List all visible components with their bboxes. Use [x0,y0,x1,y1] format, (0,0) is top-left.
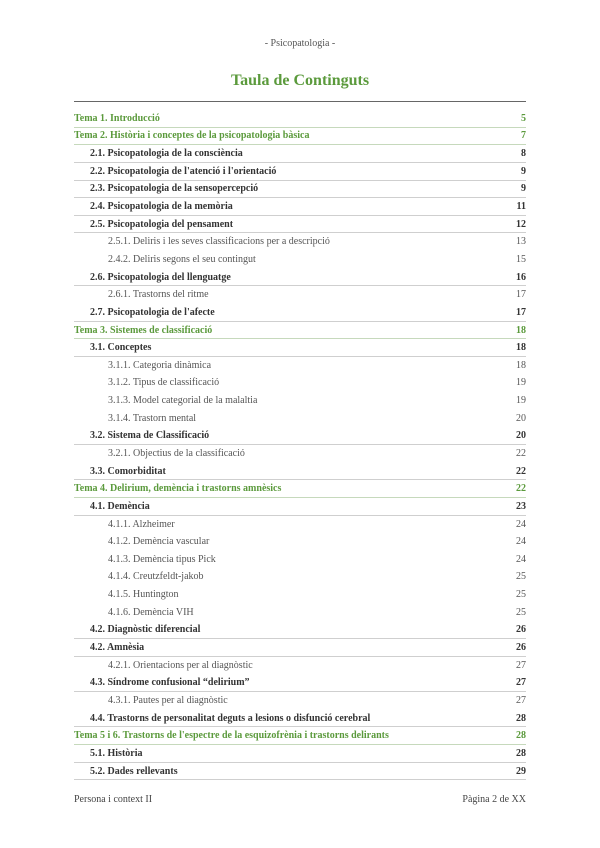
toc-entry[interactable] [74,410,526,428]
toc-entry-label[interactable]: 4.4. Trastorns de personalitat deguts a lesions o disfunció cerebral [90,712,371,724]
toc-entry-label[interactable]: 2.6.1. Trastorns del ritme [108,289,209,301]
toc-entry-page[interactable]: 19 [516,395,526,407]
toc-entry-page[interactable]: 7 [521,130,526,142]
toc-entry-page[interactable]: 27 [516,659,526,671]
toc-entry-page[interactable]: 20 [516,430,526,442]
toc-entry-page[interactable]: 15 [516,253,526,265]
toc-entry-label[interactable]: 4.2. Diagnòstic diferencial [90,624,201,636]
toc-entry[interactable] [74,339,526,357]
toc-entry[interactable] [74,480,526,498]
toc-entry[interactable] [74,745,526,763]
toc-entry-page[interactable]: 26 [516,642,526,654]
toc-entry[interactable] [74,710,526,728]
toc-entry[interactable] [74,428,526,446]
toc-entry-page[interactable]: 20 [516,412,526,424]
toc-entry-page[interactable]: 13 [516,236,526,248]
toc-entry-page[interactable]: 27 [516,694,526,706]
toc-entry[interactable] [74,357,526,375]
toc-entry-page[interactable]: 29 [516,765,526,777]
toc-entry-page[interactable]: 9 [521,183,526,195]
toc-entry[interactable] [74,181,526,199]
toc-entry-label[interactable]: 3.1.1. Categoria dinàmica [108,359,212,371]
toc-entry-label[interactable]: 3.2. Sistema de Classificació [90,430,210,442]
toc-entry[interactable] [74,763,526,781]
page-footer [74,794,526,805]
toc-entry-page[interactable]: 27 [516,677,526,689]
toc-entry-label[interactable]: 2.7. Psicopatologia de l'afecte [90,306,215,318]
toc-entry[interactable] [74,604,526,622]
toc-entry[interactable] [74,675,526,693]
toc-entry-label[interactable]: 2.1. Psicopatologia de la consciència [90,148,243,160]
toc-entry[interactable] [74,375,526,393]
toc-entry-page[interactable]: 25 [516,589,526,601]
toc-entry-page[interactable]: 11 [516,201,526,213]
toc-entry-page[interactable]: 17 [516,289,526,301]
toc-entry[interactable] [74,639,526,657]
toc-entry[interactable] [74,516,526,534]
toc-entry-page[interactable]: 23 [516,500,526,512]
toc-entry[interactable] [74,304,526,322]
toc-entry-page[interactable]: 25 [516,606,526,618]
toc-entry-page[interactable]: 18 [516,324,526,336]
toc-entry-label[interactable]: 4.1.3. Demència tipus Pick [108,553,216,565]
toc-entry-label[interactable]: 3.1.2. Tipus de classificació [108,377,220,389]
toc-entry-label[interactable]: 4.1.6. Demència VIH [108,606,194,618]
toc-entry-page[interactable]: 28 [516,730,526,742]
toc-entry[interactable] [74,727,526,745]
toc-entry-page[interactable]: 9 [521,165,526,177]
toc-entry[interactable] [74,551,526,569]
toc-entry-label[interactable]: 4.2.1. Orientacions per al diagnòstic [108,659,253,671]
toc-title: Taula de Continguts [230,72,370,89]
toc-entry-label[interactable]: 4.2. Amnèsia [90,642,145,654]
toc-entry-page[interactable]: 8 [521,148,526,160]
toc-entry-label[interactable]: Tema 1. Introducció [74,112,160,124]
toc-entry[interactable] [74,586,526,604]
toc-entry-page[interactable]: 22 [516,483,526,495]
toc-entry-label[interactable]: 4.1.4. Creutzfeldt-jakob [108,571,204,583]
toc-entry[interactable] [74,110,526,128]
toc-entry-label[interactable]: 2.6. Psicopatologia del llenguatge [90,271,231,283]
toc-entry-label[interactable]: 4.1. Demència [90,500,150,512]
toc-entry-label[interactable]: 2.4.2. Deliris segons el seu contingut [108,253,256,265]
toc-entry-page[interactable]: 24 [516,553,526,565]
toc-entry[interactable] [74,569,526,587]
footer-course-name: Persona i context II [74,794,153,805]
toc-entry[interactable] [74,163,526,181]
toc-entry-label[interactable]: 4.3. Síndrome confusional “delirium” [90,677,250,689]
toc-entry-page[interactable]: 22 [516,465,526,477]
toc-entry[interactable] [74,286,526,304]
toc-entry-label[interactable]: 3.1.3. Model categorial de la malaltia [108,395,258,407]
toc-entry[interactable] [74,657,526,675]
toc-entry[interactable] [74,498,526,516]
toc-entry-label[interactable]: 3.1. Conceptes [90,342,152,354]
toc-entry-label[interactable]: Tema 5 i 6. Trastorns de l'espectre de la esquizofrènia i trastorns delirants [74,730,389,742]
toc-entry-page[interactable]: 12 [516,218,526,230]
toc-entry-page[interactable]: 28 [516,712,526,724]
toc-entry-label[interactable]: 2.5.1. Deliris i les seves classificacions per a descripció [108,236,330,248]
toc-entry-page[interactable]: 28 [516,747,526,759]
toc-entry-label[interactable]: 5.2. Dades rellevants [90,765,178,777]
toc-entry[interactable] [74,251,526,269]
toc-entry-label[interactable]: 4.1.1. Alzheimer [108,518,175,530]
toc-entry-label[interactable]: 2.5. Psicopatologia del pensament [90,218,234,230]
toc-entry-label[interactable]: Tema 3. Sistemes de classificació [74,324,213,336]
toc-entry[interactable] [74,533,526,551]
toc-entry-page[interactable]: 17 [516,306,526,318]
toc-entry-label[interactable]: 2.2. Psicopatologia de l'atenció i l'orientació [90,165,277,177]
toc-entry[interactable] [74,322,526,340]
toc-entry[interactable] [74,216,526,234]
toc-entry[interactable] [74,463,526,481]
footer-page-number: Pàgina 2 de XX [462,794,526,805]
toc-entry[interactable] [74,128,526,146]
toc-entry-label[interactable]: 4.1.2. Demència vascular [108,536,210,548]
toc-entry-page[interactable]: 19 [516,377,526,389]
toc-entry-label[interactable]: Tema 4. Delirium, demència i trastorns amnèsics [74,483,282,495]
toc-entry[interactable] [74,445,526,463]
toc-entry[interactable] [74,392,526,410]
toc-entry-label[interactable]: 2.3. Psicopatologia de la sensopercepció [90,183,259,195]
toc-entry-label[interactable]: 3.1.4. Trastorn mental [108,412,197,424]
toc-entry-label[interactable]: Tema 2. Història i conceptes de la psicopatologia bàsica [74,130,310,142]
toc-entry[interactable] [74,692,526,710]
toc-entry-page[interactable]: 24 [516,518,526,530]
toc-entry-page[interactable]: 18 [516,342,526,354]
table-of-contents [74,110,526,780]
toc-entry-page[interactable]: 26 [516,624,526,636]
toc-entry[interactable] [74,198,526,216]
toc-entry[interactable] [74,145,526,163]
title-divider [74,101,526,102]
toc-entry-label[interactable]: 3.2.1. Objectius de la classificació [108,447,245,459]
toc-entry-page[interactable]: 5 [521,112,526,124]
toc-entry-page[interactable]: 16 [516,271,526,283]
toc-entry-page[interactable]: 25 [516,571,526,583]
toc-entry-page[interactable]: 18 [516,359,526,371]
toc-entry-label[interactable]: 4.3.1. Pautes per al diagnòstic [108,694,228,706]
toc-entry-label[interactable]: 5.1. Història [90,747,143,759]
toc-entry-page[interactable]: 24 [516,536,526,548]
toc-entry-page[interactable]: 22 [516,447,526,459]
toc-entry[interactable] [74,269,526,287]
toc-entry-label[interactable]: 2.4. Psicopatologia de la memòria [90,201,233,213]
running-header: - Psicopatologia - [264,38,336,49]
toc-entry[interactable] [74,622,526,640]
toc-entry-label[interactable]: 4.1.5. Huntington [108,589,179,601]
toc-entry-label[interactable]: 3.3. Comorbiditat [90,465,166,477]
toc-entry[interactable] [74,233,526,251]
